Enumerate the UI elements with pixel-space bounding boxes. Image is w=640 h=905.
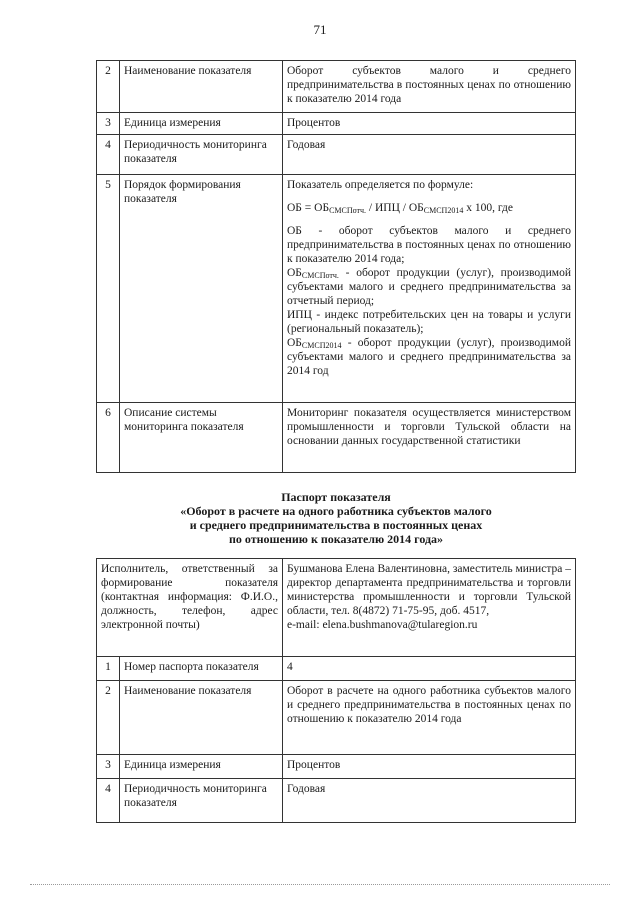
formula-cell (283, 175, 576, 403)
passport-title-line: Паспорт показателя (281, 490, 391, 504)
table-row (97, 657, 576, 681)
row-number: 1 (97, 657, 120, 681)
row-label: Описание системы мониторинга показателя (120, 403, 283, 473)
row-label: Наименование показателя (120, 61, 283, 113)
row-value: Процентов (283, 755, 576, 779)
contact-label: Исполнитель, ответственный за формирование показателя (контактная информация: Ф.И.О., должность, телефон, адрес электронной почты) (97, 559, 283, 657)
indicator-table-continued (96, 60, 576, 473)
contact-value (283, 559, 576, 657)
row-number: 5 (97, 175, 120, 403)
table-row (97, 113, 576, 135)
row-value: 4 (283, 657, 576, 681)
row-label: Наименование показателя (120, 681, 283, 755)
row-number: 4 (97, 135, 120, 175)
row-label: Единица измерения (120, 755, 283, 779)
row-label: Периодичность мониторинга показателя (120, 135, 283, 175)
formula: ОБ = $ОБ_{СМСПотч.}$ / ИПЦ / $ОБ_{СМСП2014}$ х 100, где (287, 202, 513, 215)
row-number: 2 (97, 61, 120, 113)
formula-definition: $ОБ_{СМСП2014}$ - оборот продукции (услуг), производимой субъектами малого и среднего предпринимательства за 2014 год (287, 337, 571, 377)
row-label: Номер паспорта показателя (120, 657, 283, 681)
formula-definition: ОБ - оборот субъектов малого и среднего предпринимательства в постоянных ценах по отношению к показателю 2014 года; (287, 225, 571, 265)
table-row (97, 61, 576, 113)
row-number: 6 (97, 403, 120, 473)
table-row (97, 559, 576, 657)
passport-title-line: «Оборот в расчете на одного работника субъектов малого (180, 504, 492, 518)
formula-definition: $ОБ_{СМСПотч.}$ - оборот продукции (услуг), производимой субъектами малого и среднего предпринимательства за отчетный период; (287, 267, 571, 307)
table-row (97, 755, 576, 779)
row-value: Годовая (283, 779, 576, 823)
row-value: Процентов (283, 113, 576, 135)
row-number: 2 (97, 681, 120, 755)
row-value: Оборот в расчете на одного работника субъектов малого и среднего предпринимательства в постоянных ценах по отношению к показателю 2014 года (283, 681, 576, 755)
passport-title (96, 490, 576, 546)
table-row (97, 681, 576, 755)
table-row (97, 175, 576, 403)
passport-table (96, 558, 576, 823)
scan-edge-divider (30, 884, 610, 885)
row-label: Единица измерения (120, 113, 283, 135)
formula-definition: ИПЦ - индекс потребительских цен на товары и услуги (региональный показатель); (287, 309, 571, 335)
row-number: 3 (97, 755, 120, 779)
table-row (97, 403, 576, 473)
contact-text: Бушманова Елена Валентиновна, заместитель министра – директор департамента предпринимательства и торговли министерства промышленности и торговли Тульской области, тел. 8(4872) 71-75-95, доб. 4517, (287, 563, 571, 617)
passport-title-line: по отношению к показателю 2014 года» (228, 532, 444, 546)
row-label: Периодичность мониторинга показателя (120, 779, 283, 823)
contact-email: e-mail: elena.bushmanova@tularegion.ru (287, 619, 478, 631)
passport-title-line: и среднего предпринимательства в постоянных ценах (189, 518, 483, 532)
row-number: 4 (97, 779, 120, 823)
table-row (97, 135, 576, 175)
page-number: 71 (313, 22, 327, 37)
row-label: Порядок формирования показателя (120, 175, 283, 403)
formula-intro: Показатель определяется по формуле: (287, 179, 474, 191)
row-value: Мониторинг показателя осуществляется министерством промышленности и торговли Тульской области на основании данных государственной статистики (283, 403, 576, 473)
table-row (97, 779, 576, 823)
row-number: 3 (97, 113, 120, 135)
row-value: Годовая (283, 135, 576, 175)
row-value: Оборот субъектов малого и среднего предпринимательства в постоянных ценах по отношению к показателю 2014 года (283, 61, 576, 113)
